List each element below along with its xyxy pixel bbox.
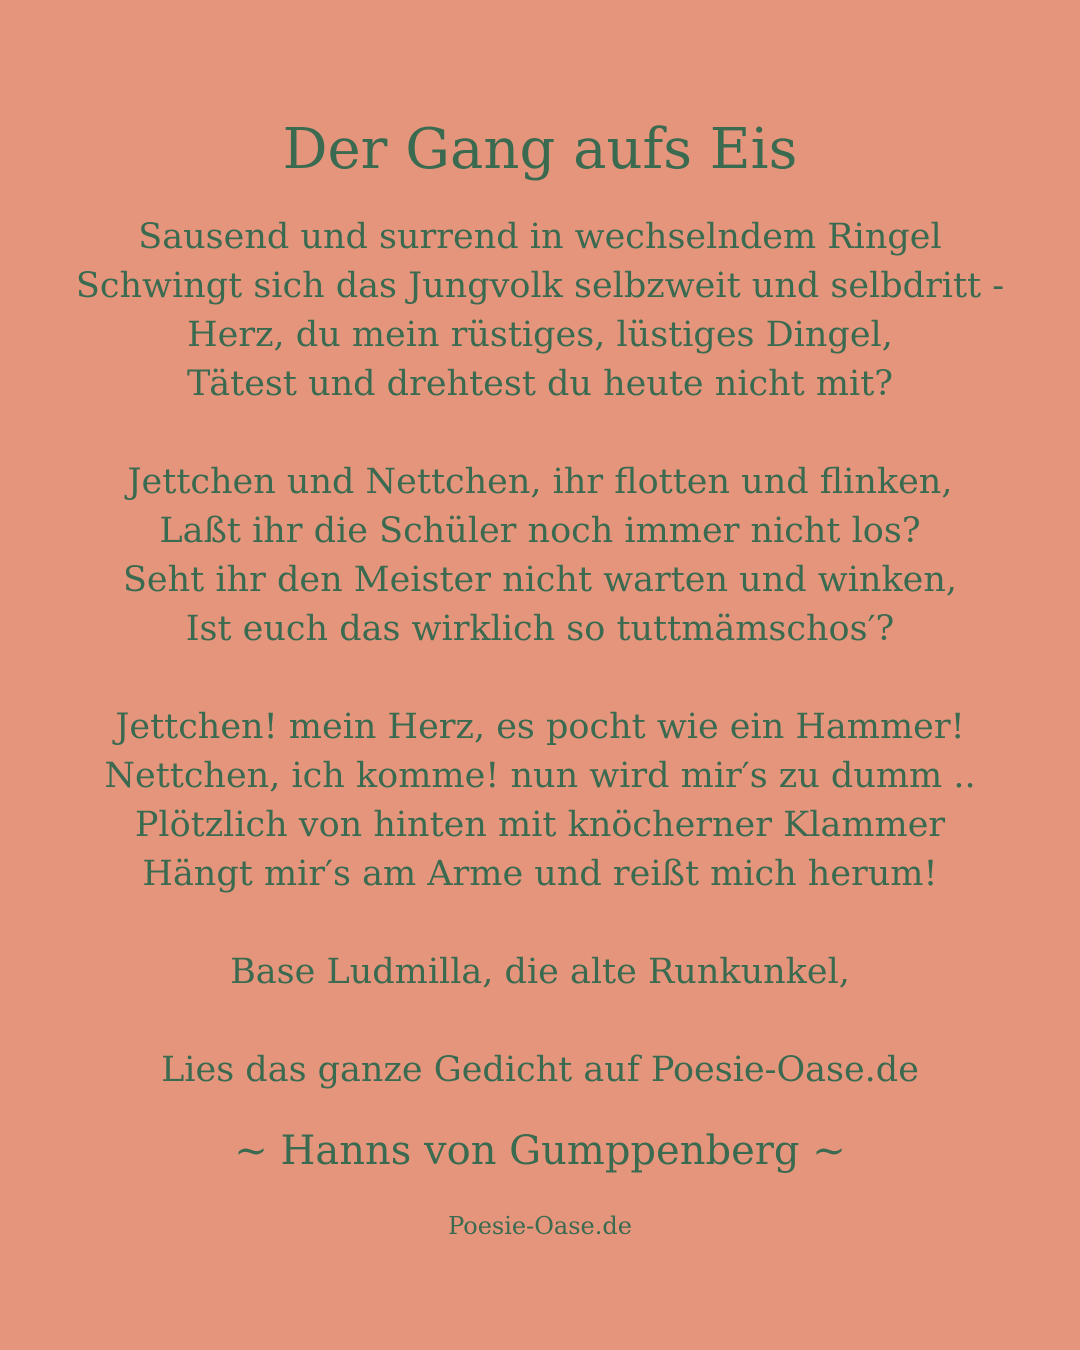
poem-title: Der Gang aufs Eis bbox=[282, 117, 798, 182]
stanza-line: Jettchen! mein Herz, es pocht wie ein Hammer! bbox=[115, 707, 965, 747]
read-full-poem-cta: Lies das ganze Gedicht auf Poesie-Oase.de bbox=[161, 1050, 919, 1090]
stanza-line: Jettchen und Nettchen, ihr flotten und flinken, bbox=[127, 462, 953, 502]
stanza-3 bbox=[0, 703, 1080, 899]
stanza-1 bbox=[0, 213, 1080, 409]
stanza-4 bbox=[0, 948, 1080, 997]
stanza-line: Sausend und surrend in wechselndem Ringel bbox=[138, 217, 942, 257]
stanza-line: Base Ludmilla, die alte Runkunkel, bbox=[230, 952, 850, 992]
stanza-line: Seht ihr den Meister nicht warten und winken, bbox=[122, 560, 958, 600]
poem-author: ~ Hanns von Gumppenberg ~ bbox=[234, 1128, 846, 1174]
stanza-2 bbox=[0, 458, 1080, 654]
stanza-line: Laßt ihr die Schüler noch immer nicht los? bbox=[159, 511, 921, 551]
stanza-line: Herz, du mein rüstiges, lüstiges Dingel, bbox=[187, 315, 893, 355]
stanza-line: Plötzlich von hinten mit knöcherner Klammer bbox=[134, 805, 946, 845]
stanza-line: Hängt mir′s am Arme und reißt mich herum! bbox=[142, 854, 938, 894]
stanza-line: Tätest und drehtest du heute nicht mit? bbox=[186, 364, 894, 404]
stanza-line: Ist euch das wirklich so tuttmämschos′? bbox=[185, 609, 895, 649]
stanza-line: Schwingt sich das Jungvolk selbzweit und selbdritt - bbox=[75, 266, 1005, 306]
site-footer: Poesie-Oase.de bbox=[448, 1212, 632, 1240]
stanza-line: Nettchen, ich komme! nun wird mir′s zu dumm .. bbox=[104, 756, 976, 796]
